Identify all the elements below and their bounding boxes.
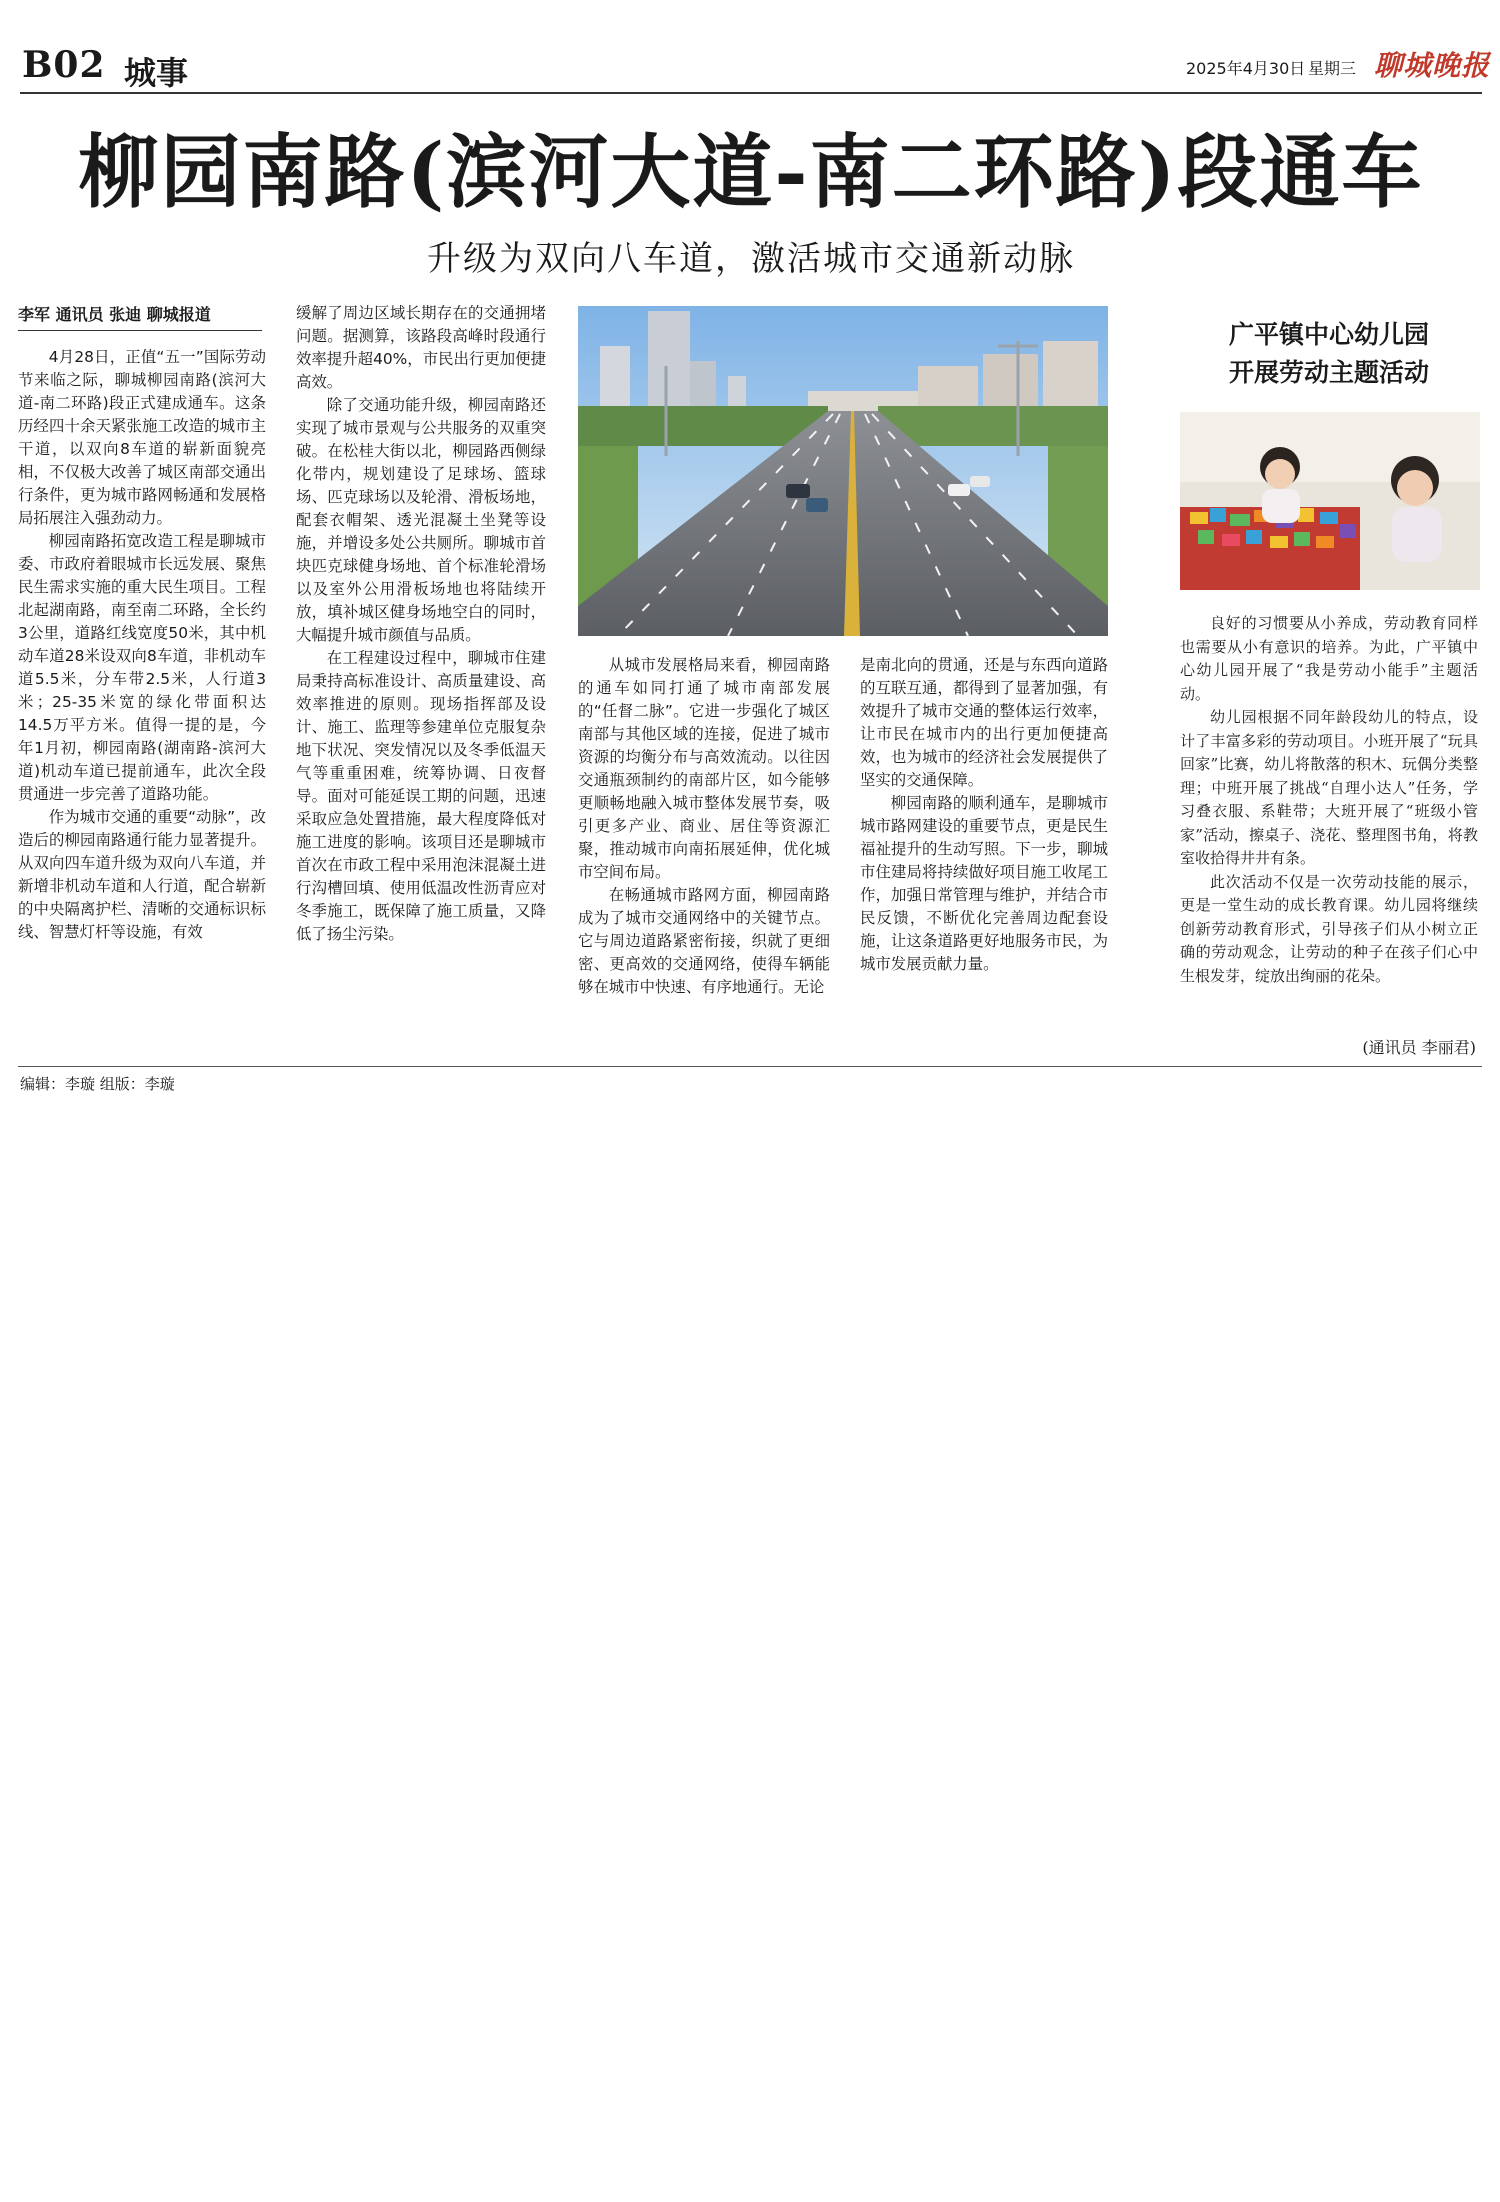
paragraph: 作为城市交通的重要“动脉”，改造后的柳园南路通行能力显著提升。从双向四车道升级为双向八车道，并新增非机动车道和人行道，配合崭新的中央隔离护栏、清晰的交通标识标线、智慧灯杆等设施，有效 <box>18 808 266 941</box>
paragraph: 在工程建设过程中，聊城市住建局秉持高标准设计、高质量建设、高效率推进的原则。现场指挥部及设计、施工、监理等参建单位克服复杂地下状况、突发情况以及冬季低温天气等重重困难，统筹协调、日夜督导。面对可能延误工期的问题，迅速采取应急处置措施，最大程度降低对施工进度的影响。该项目还是聊城市首次在市政工程中采用泡沫混凝土进行沟槽回填、使用低温改性沥青应对冬季施工，既保障了施工质量，又降低了扬尘污染。 <box>296 649 546 943</box>
paragraph: 缓解了周边区域长期存在的交通拥堵问题。据测算，该路段高峰时段通行效率提升超40%，市民出行更加便捷高效。 <box>296 304 546 391</box>
paragraph: 4月28日，正值“五一”国际劳动节来临之际，聊城柳园南路(滨河大道-南二环路)段正式建成通车。这条历经四十余天紧张施工改造的城市主干道，以双向8车道的崭新面貌亮相，不仅极大改善了城区南部交通出行条件，更为城市路网畅通和发展格局拓展注入强劲动力。 <box>18 348 266 527</box>
paragraph: 柳园南路拓宽改造工程是聊城市委、市政府着眼城市长远发展、聚焦民生需求实施的重大民生项目。工程北起湖南路，南至南二环路，全长约3公里，道路红线宽度50米，其中机动车道28米设双向8车道，非机动车道5.5米，分车带2.5米，人行道3米；25-35米宽的绿化带面积达14.5万平方米。值得一提的是，今年1月初，柳园南路(湖南路-滨河大道)机动车道已提前通车，此次全段贯通进一步完善了道路功能。 <box>18 532 266 803</box>
footer-rule <box>18 1066 1482 1067</box>
paragraph: 是南北向的贯通，还是与东西向道路的互联互通，都得到了显著加强，有效提升了城市交通的整体运行效率，让市民在城市内的出行更加便捷高效，也为城市的经济社会发展提供了坚实的交通保障。 <box>860 656 1108 789</box>
editor-credit: 编辑：李璇 组版：李璇 <box>20 1075 175 1093</box>
weekday: 星期三 <box>1308 59 1357 78</box>
article-column-2 <box>296 302 546 946</box>
paragraph: 柳园南路的顺利通车，是聊城市城市路网建设的重要节点，更是民生福祉提升的生动写照。下一步，聊城市住建局将持续做好项目施工收尾工作，加强日常管理与维护，并结合市民反馈，不断优化完善周边配套设施，让这条道路更好地服务市民，为城市发展贡献力量。 <box>860 794 1108 973</box>
kindergarten-photo <box>1180 412 1480 590</box>
page-number: B02 <box>22 44 106 86</box>
article-column-4 <box>860 654 1108 976</box>
sidebar-title-line: 广平镇中心幼儿园 <box>1228 320 1429 349</box>
paragraph: 良好的习惯要从小养成，劳动教育同样也需要从小有意识的培养。为此，广平镇中心幼儿园开展了“我是劳动小能手”主题活动。 <box>1180 614 1478 703</box>
paragraph: 除了交通功能升级，柳园南路还实现了城市景观与公共服务的双重突破。在松桂大街以北，柳园路西侧绿化带内，规划建设了足球场、篮球场、匹克球场以及轮滑、滑板场地，配套衣帽架、透光混凝土坐凳等设施，并增设多处公共厕所。聊城市首块匹克球健身场地、首个标准轮滑场以及室外公用滑板场地也将陆续开放，填补城区健身场地空白的同时，大幅提升城市颜值与品质。 <box>296 396 546 644</box>
paragraph: 在畅通城市路网方面，柳园南路成为了城市交通网络中的关键节点。它与周边道路紧密衔接，织就了更细密、更高效的交通网络，使得车辆能够在城市中快速、有序地通行。无论 <box>578 886 830 996</box>
paragraph: 幼儿园根据不同年龄段幼儿的特点，设计了丰富多彩的劳动项目。小班开展了“玩具回家”比赛，幼儿将散落的积木、玩偶分类整理；中班开展了挑战“自理小达人”任务，学习叠衣服、系鞋带；大班开展了“班级小管家”活动，擦桌子、浇花、整理图书角，将教室收拾得井井有条。 <box>1180 708 1478 867</box>
sidebar-credit: (通讯员 李丽君) <box>1362 1038 1476 1057</box>
sidebar-body <box>1180 612 1478 988</box>
sidebar-title-line: 开展劳动主题活动 <box>1228 358 1429 387</box>
paragraph: 从城市发展格局来看，柳园南路的通车如同打通了城市南部发展的“任督二脉”。它进一步强化了城区南部与其他区域的连接，促进了城市资源的均衡分布与高效流动。以往因交通瓶颈制约的南部片区，如今能够更顺畅地融入城市整体发展节奏，吸引更多产业、商业、居住等资源汇聚，推动城市向南拓展延伸，优化城市空间布局。 <box>578 656 830 881</box>
byline: 李军 通讯员 张迪 聊城报道 <box>18 302 262 331</box>
paragraph: 此次活动不仅是一次劳动技能的展示，更是一堂生动的成长教育课。幼儿园将继续创新劳动教育形式，引导孩子们从小树立正确的劳动观念，让劳动的种子在孩子们心中生根发芽，绽放出绚丽的花朵。 <box>1180 872 1478 985</box>
newspaper-logo: 聊城晚报 <box>1374 49 1491 82</box>
header-rule <box>20 92 1482 94</box>
headline: 柳园南路(滨河大道-南二环路)段通车 <box>78 125 1424 219</box>
subheadline: 升级为双向八车道，激活城市交通新动脉 <box>427 239 1075 279</box>
publication-date: 2025年4月30日 <box>1186 59 1306 78</box>
sidebar-title <box>1178 316 1480 392</box>
section-name: 城事 <box>124 54 189 92</box>
article-column-1 <box>18 346 266 944</box>
road-photo <box>578 306 1108 636</box>
article-column-3 <box>578 654 830 999</box>
